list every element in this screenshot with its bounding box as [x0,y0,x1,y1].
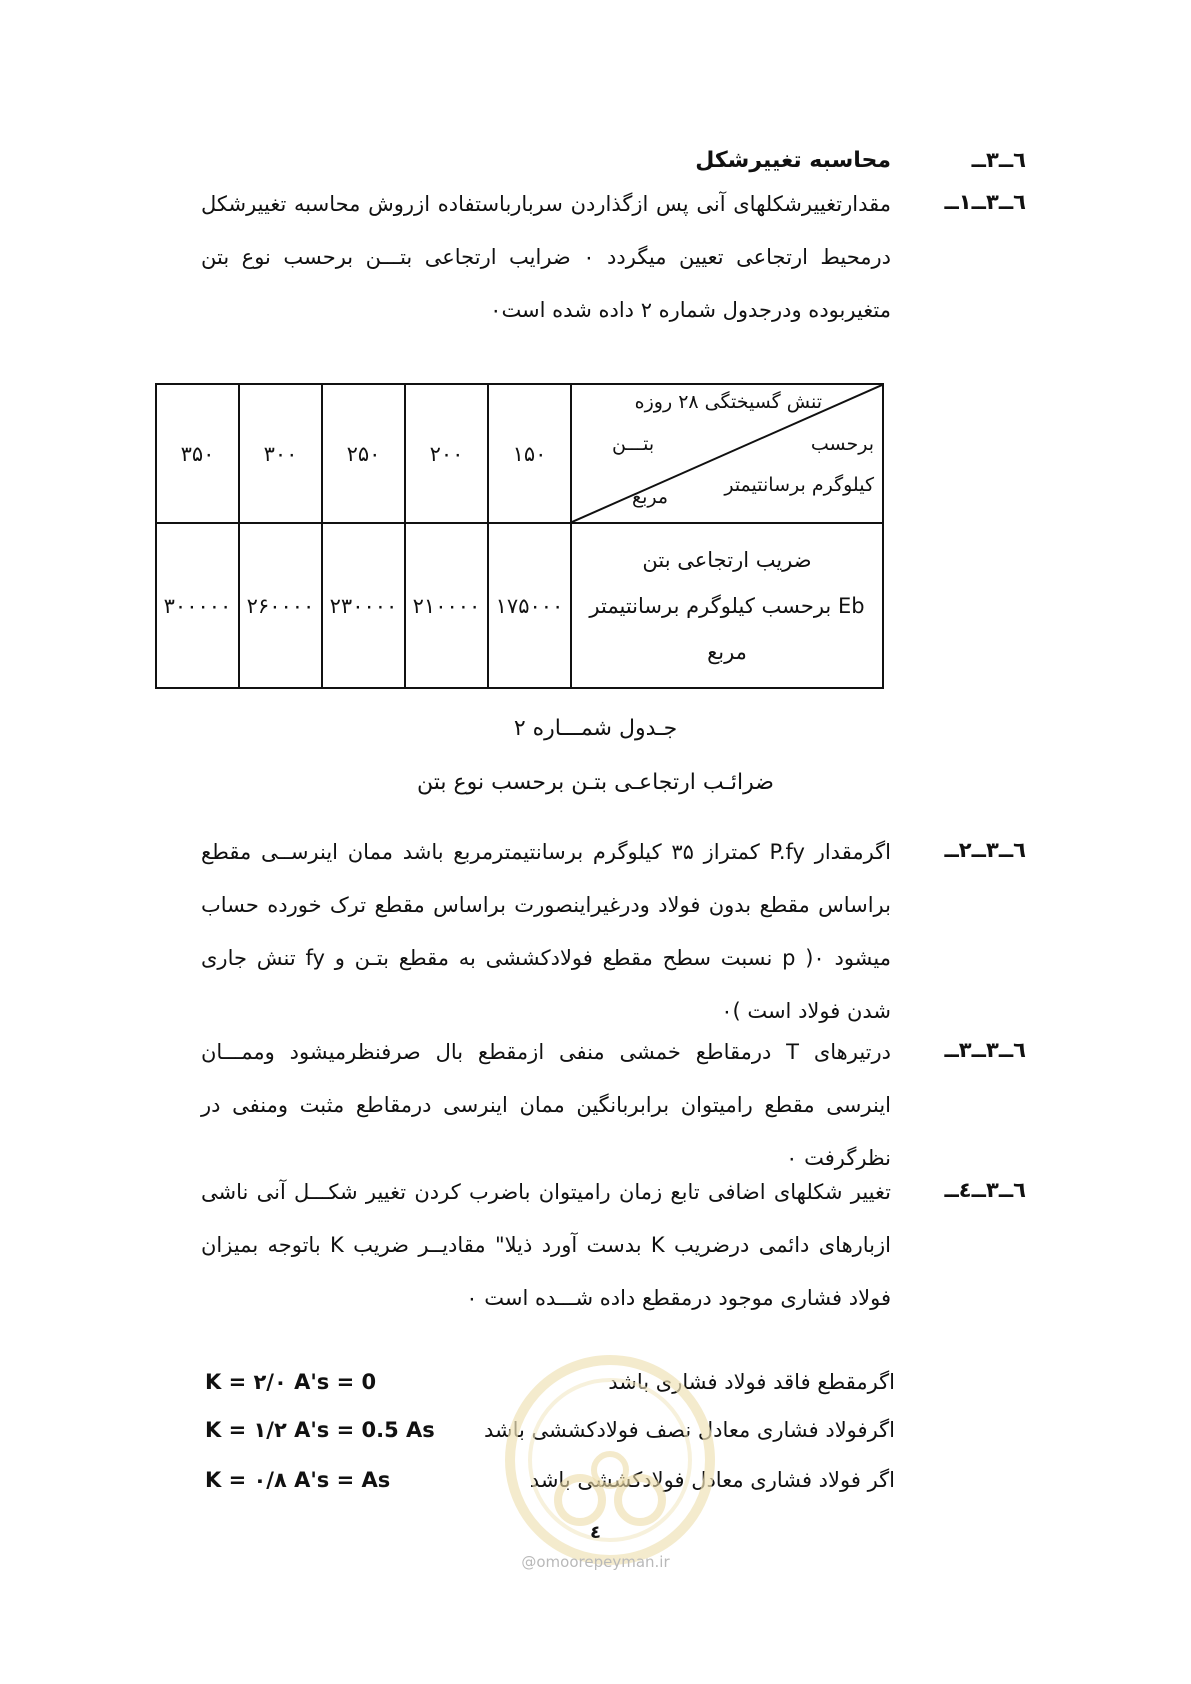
table-cell: ۲۱۰۰۰۰ [405,523,488,688]
table-cell: ۲۳۰۰۰۰ [322,523,405,688]
section-number: ٦ــ٣ــ٤ــ [944,1178,1026,1202]
row-label-line: Eb برحسب کیلوگرم برسانتیمتر [589,593,865,618]
paragraph: درتیرهای T درمقاطع خمشی منفی ازمقطع بال صرفنظرمیشود وممـــان اینرسی مقطع رامیتوان برابربانگین ممان اینرسی درمقاطع مثبت ومنفی در نظرگرفت ۰ [201,1040,891,1170]
section-number: ٦ــ٣ــ [971,148,1026,172]
table-cell: ۲۶۰۰۰۰ [239,523,322,688]
table-header-cell [571,384,883,523]
header-text: برحسب [810,433,874,455]
k-condition: اگرفولاد فشاری معادل نصف فولادکششی باشد [484,1418,895,1442]
row-label [571,523,883,688]
paragraph: اگرمقدار P.fy کمتراز ۳۵ کیلوگرم برسانتیمترمربع باشد ممان اینرســی مقطع براساس مقطع بدون فولاد ودرغیراینصورت براساس مقطع ترک خورده حساب میشود ۰( p نسبت سطح مقطع فولادکششی به مقطع بتـن و fy تنش جاری شدن فولاد است )۰ [201,840,891,1023]
table-cell: ۲۰۰ [405,384,488,523]
table-cell: ۲۵۰ [322,384,405,523]
header-text: بتـــن [612,433,655,455]
paragraph: تغییر شکلهای اضافی تابع زمان رامیتوان باضرب کردن تغییر شکـــل آنی ناشی ازبارهای دائمی درضریب K بدست آورد ذیلا" مقادیــر ضریب K باتوجه بمیزان فولاد فشاری موجود درمقطع داده شـــده است ۰ [201,1180,891,1310]
watermark-text: @omoorepeyman.ir [521,1553,670,1571]
paragraph: مقدارتغییرشکلهای آنی پس ازگذاردن سربارباستفاده ازروش محاسبه تغییرشکل درمحیط ارتجاعی تعیین میگردد ۰ ضرایب ارتجاعی بتـــن برحسب نوع بتن متغیربوده ودرجدول شماره ۲ داده شده است۰ [201,192,891,322]
table-cell: ۱۵۰ [488,384,571,523]
table-caption: جـدول شمـــاره ۲ [513,716,678,741]
table-subcaption: ضرائـب ارتجاعـی بتـن برحسب نوع بتن [417,770,774,795]
table-cell: ۳۰۰۰۰۰ [156,523,239,688]
k-condition: اگر فولاد فشاری معادل فولادکششی باشد [529,1468,895,1492]
row-label-line: مربع [707,639,747,664]
table-cell: ۳۰۰ [239,384,322,523]
elastic-modulus-table [155,383,884,689]
row-label-line: ضریب ارتجاعی بتن [642,547,812,572]
table-cell: ۱۷۵۰۰۰ [488,523,571,688]
section-number: ٦ــ٣ــ٢ــ [944,838,1026,862]
section-number: ٦ــ٣ــ٣ــ [944,1038,1026,1062]
k-condition: اگرمقطع فاقد فولاد فشاری باشد [608,1370,895,1394]
k-formula: K = ۱/۲ A's = 0.5 As [205,1418,435,1442]
page-number: ٤ [590,1522,601,1543]
header-text: کیلوگرم برسانتیمتر [724,474,874,496]
section-number: ٦ــ٣ــ١ــ [944,190,1026,214]
section-title: محاسبه تغییرشکل [695,148,891,173]
header-text: تنش گسیختگی ۲۸ روزه [634,391,822,413]
header-text: مربع [632,486,669,508]
k-formula: K = ۲/۰ A's = 0 [205,1370,377,1394]
table-cell: ۳۵۰ [156,384,239,523]
k-formula: K = ۰/۸ A's = As [205,1468,391,1492]
